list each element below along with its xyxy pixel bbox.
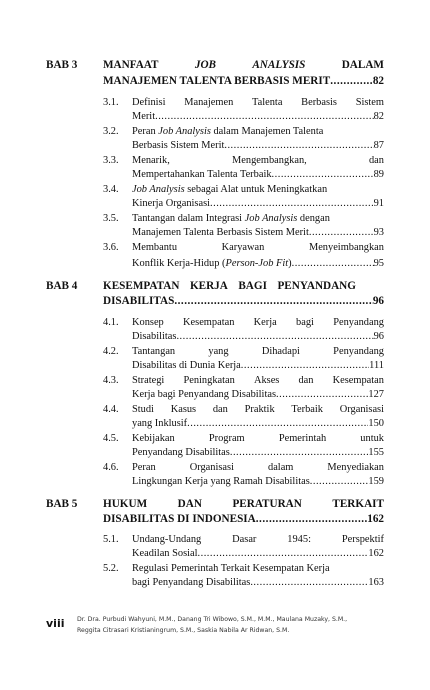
toc-word: Kebijakan	[132, 433, 175, 444]
toc-word: Tantangan	[132, 346, 176, 357]
toc-entry-3-2-line2[interactable]	[132, 139, 384, 153]
toc-word: Organisasi	[339, 404, 384, 415]
dot-leader	[250, 576, 368, 590]
toc-word: Praktik	[244, 404, 275, 415]
dot-leader	[330, 74, 373, 89]
toc-page: 93	[373, 227, 384, 238]
toc-entry-5-1-line1	[132, 533, 384, 547]
toc-entry-3-5-line1	[132, 212, 384, 226]
toc-word: Strategi	[132, 375, 165, 386]
dot-leader	[272, 168, 374, 182]
toc-entry-3-4-line2[interactable]	[132, 197, 384, 211]
toc-entry-5-2-line1	[132, 562, 384, 576]
toc-word: Menyeimbangkan	[308, 242, 384, 253]
toc-number: 3.2.	[103, 126, 119, 137]
toc-entry-3-1-line2[interactable]	[132, 110, 384, 124]
dot-leader	[198, 547, 369, 561]
toc-word: Penyandang	[333, 317, 384, 328]
toc-entry-4-2-line2[interactable]	[132, 359, 384, 373]
bab-3-page: 82	[372, 75, 384, 87]
toc-word: Terbaik	[291, 404, 323, 415]
toc-entry-3-3-line1	[132, 154, 384, 168]
toc-entry-3-6-line1	[132, 241, 384, 255]
toc-word: Konsep	[132, 317, 164, 328]
toc-page: 87	[373, 140, 384, 151]
toc-page: 127	[368, 389, 384, 400]
toc-word: Peningkatan	[183, 375, 235, 386]
dot-leader	[187, 417, 368, 431]
toc-number: 3.6.	[103, 242, 119, 253]
toc-text: Manajemen Talenta Berbasis Sistem Merit	[132, 227, 309, 238]
toc-word: Undang-Undang	[132, 534, 202, 545]
toc-word: dan	[298, 375, 314, 386]
toc-number: 4.1.	[103, 317, 119, 328]
toc-word: Menyediakan	[327, 462, 384, 473]
bab-5-title-word: DAN	[177, 498, 202, 510]
toc-entry-4-1-line2[interactable]	[132, 330, 384, 344]
toc-word: Dasar	[232, 534, 257, 545]
toc-text: Tantangan dalam Integrasi	[132, 213, 245, 224]
toc-word: Penyandang	[333, 346, 384, 357]
toc-word: Studi	[132, 404, 154, 415]
toc-word: Dihadapi	[261, 346, 300, 357]
toc-word: Mengembangkan,	[232, 155, 307, 166]
toc-word: Kasus	[170, 404, 197, 415]
toc-page: 91	[373, 198, 384, 209]
toc-word: untuk	[360, 433, 384, 444]
dot-leader	[230, 446, 369, 460]
toc-word: bagi	[296, 317, 314, 328]
toc-number: 4.2.	[103, 346, 119, 357]
dot-leader	[224, 139, 373, 153]
toc-word: Definisi	[132, 97, 166, 108]
toc-word: Pemerintah	[278, 433, 327, 444]
bab-3-title-word: MANFAAT	[103, 59, 159, 71]
bab-4-title-word: KERJA	[189, 280, 228, 292]
footer-page-number: viii	[46, 617, 65, 630]
toc-word: Manajemen	[184, 97, 234, 108]
toc-entry-4-6-line2[interactable]	[132, 475, 384, 489]
toc-word: Membantu	[132, 242, 178, 253]
toc-entry-4-1-line1	[132, 316, 384, 330]
bab-5-title-word: TERKAIT	[332, 498, 384, 510]
dot-leader	[309, 226, 374, 240]
toc-page: 82	[373, 111, 384, 122]
toc-number: 3.5.	[103, 213, 119, 224]
toc-text-italic: Person-Job Fit	[225, 258, 289, 269]
toc-entry-3-1-line1	[132, 96, 384, 110]
toc-entry-4-2-line1	[132, 345, 384, 359]
toc-text: Kinerja Organisasi	[132, 198, 211, 209]
bab-3-title-word: JOB	[194, 59, 216, 71]
bab-5-label: BAB 5	[46, 498, 78, 510]
toc-text: Mempertahankan Talenta Terbaik	[132, 169, 272, 180]
toc-word: Berbasis	[301, 97, 337, 108]
bab-5-title-line1	[103, 497, 384, 512]
toc-word: dalam	[268, 462, 294, 473]
toc-page: 159	[368, 476, 384, 487]
dot-leader	[276, 388, 368, 402]
toc-page: 89	[373, 169, 384, 180]
bab-4-title-line1	[103, 279, 356, 294]
toc-page: 162	[368, 548, 384, 559]
dot-leader	[174, 294, 373, 309]
toc-text: bagi Penyandang Disabilitas	[132, 577, 251, 588]
toc-text-part: Konflik Kerja-Hidup (	[132, 258, 226, 269]
bab-4-title-word: PENYANDANG	[277, 280, 356, 292]
toc-page: 163	[368, 577, 384, 588]
toc-page: 95	[373, 258, 384, 269]
toc-word: Karyawan	[221, 242, 265, 253]
dot-leader	[155, 110, 374, 124]
bab-5-title-line2[interactable]	[103, 512, 384, 527]
toc-number: 4.6.	[103, 462, 119, 473]
toc-word: Program	[208, 433, 245, 444]
toc-text: Peran	[132, 126, 159, 137]
bab-4-title-text: DISABILITAS	[103, 295, 175, 307]
dot-leader	[292, 257, 374, 271]
toc-page: 150	[368, 418, 384, 429]
toc-word: 1945:	[287, 534, 311, 545]
toc-text: dalam Manajemen Talenta	[210, 126, 324, 137]
toc-word: Peran	[132, 462, 156, 473]
toc-word: Perspektif	[341, 534, 384, 545]
toc-entry-3-2-line1	[132, 125, 384, 139]
toc-text: Kerja bagi Penyandang Disabilitas	[132, 389, 276, 400]
bab-5-title-word: HUKUM	[103, 498, 148, 510]
dot-leader	[241, 359, 369, 373]
toc-text: Lingkungan Kerja yang Ramah Disabilitas	[132, 476, 310, 487]
toc-entry-3-5-line2[interactable]	[132, 226, 384, 240]
toc-word: Akses	[253, 375, 280, 386]
toc-text: sebagai Alat untuk Meningkatkan	[184, 184, 328, 195]
bab-3-label: BAB 3	[46, 59, 78, 71]
toc-entry-4-5-line1	[132, 432, 384, 446]
dot-leader	[210, 197, 374, 211]
toc-text: yang Inklusif	[132, 418, 188, 429]
toc-text	[132, 257, 292, 271]
toc-word: dan	[368, 155, 384, 166]
toc-entry-3-3-line2[interactable]	[132, 168, 384, 182]
bab-5-title-text: DISABILITAS DI INDONESIA	[103, 513, 256, 525]
toc-word: Organisasi	[189, 462, 234, 473]
toc-entry-3-4-line1	[132, 183, 384, 197]
bab-5-title-word: PERATURAN	[232, 498, 302, 510]
dot-leader	[310, 475, 369, 489]
toc-text: Regulasi Pemerintah Terkait Kesempatan Kerja	[132, 563, 330, 574]
bab-3-title-word: ANALYSIS	[252, 59, 306, 71]
toc-text: dengan	[297, 213, 330, 224]
bab-4-title-line2[interactable]	[103, 294, 384, 309]
toc-number: 4.3.	[103, 375, 119, 386]
dot-leader	[256, 512, 367, 527]
toc-entry-4-5-line2[interactable]	[132, 446, 384, 460]
toc-word: dan	[212, 404, 228, 415]
toc-number: 3.3.	[103, 155, 119, 166]
toc-word: yang	[208, 346, 229, 357]
toc-entry-5-2-line2[interactable]	[132, 576, 384, 590]
toc-text: Disabilitas	[132, 331, 177, 342]
toc-page: 111	[369, 360, 384, 371]
toc-text: Penyandang Disabilitas	[132, 447, 230, 458]
bab-3-title-text: MANAJEMEN TALENTA BERBASIS MERIT	[103, 75, 331, 87]
toc-number: 4.5.	[103, 433, 119, 444]
toc-entry-5-1-line2[interactable]	[132, 547, 384, 561]
toc-page: 96	[373, 331, 384, 342]
bab-4-title-word: BAGI	[238, 280, 267, 292]
toc-number: 5.2.	[103, 563, 119, 574]
toc-text-part: )	[288, 258, 292, 269]
footer-authors	[77, 614, 377, 636]
toc-number: 4.4.	[103, 404, 119, 415]
toc-text: Keadilan Sosial	[132, 548, 198, 559]
bab-4-label: BAB 4	[46, 280, 78, 292]
toc-entry-3-6-line2[interactable]	[132, 257, 384, 271]
dot-leader	[176, 330, 373, 344]
toc-entry-4-3-line1	[132, 374, 384, 388]
toc-text-italic: Job Analysis	[132, 184, 185, 195]
toc-word: Menarik,	[132, 155, 170, 166]
toc-page: 155	[368, 447, 384, 458]
footer-authors-line2: Reggita Citrasari Kristianingrum, S.M., Saskia Nabila Ar Ridwan, S.M.	[77, 627, 290, 634]
toc-word: Kerja	[253, 317, 277, 328]
bab-3-title-line2[interactable]	[103, 74, 384, 89]
toc-number: 3.1.	[103, 97, 119, 108]
toc-text: Disabilitas di Dunia Kerja	[132, 360, 241, 371]
bab-3-title-line1	[103, 58, 384, 73]
toc-word: Kesempatan	[183, 317, 235, 328]
toc-entry-4-3-line2[interactable]	[132, 388, 384, 402]
toc-text-italic: Job Analysis	[244, 213, 298, 224]
toc-word: Kesempatan	[332, 375, 384, 386]
toc-entry-4-6-line1	[132, 461, 384, 475]
bab-5-page: 162	[367, 513, 384, 525]
toc-entry-4-4-line1	[132, 403, 384, 417]
toc-text: Berbasis Sistem Merit	[132, 140, 225, 151]
bab-4-page: 96	[372, 295, 384, 307]
toc-entry-4-4-line2[interactable]	[132, 417, 384, 431]
bab-4-title-word: KESEMPATAN	[103, 280, 180, 292]
bab-3-title-word: DALAM	[341, 59, 384, 71]
toc-text: Merit	[132, 111, 156, 122]
footer-authors-line1: Dr. Dra. Purbudi Wahyuni, M.M., Danang Tri Wibowo, S.M., M.M., Maulana Muzaky, S.M.,	[77, 616, 348, 623]
toc-word: Sistem	[355, 97, 384, 108]
toc-number: 3.4.	[103, 184, 119, 195]
toc-number: 5.1.	[103, 534, 119, 545]
toc-word: Talenta	[252, 97, 283, 108]
toc-text-italic: Job Analysis	[158, 126, 211, 137]
